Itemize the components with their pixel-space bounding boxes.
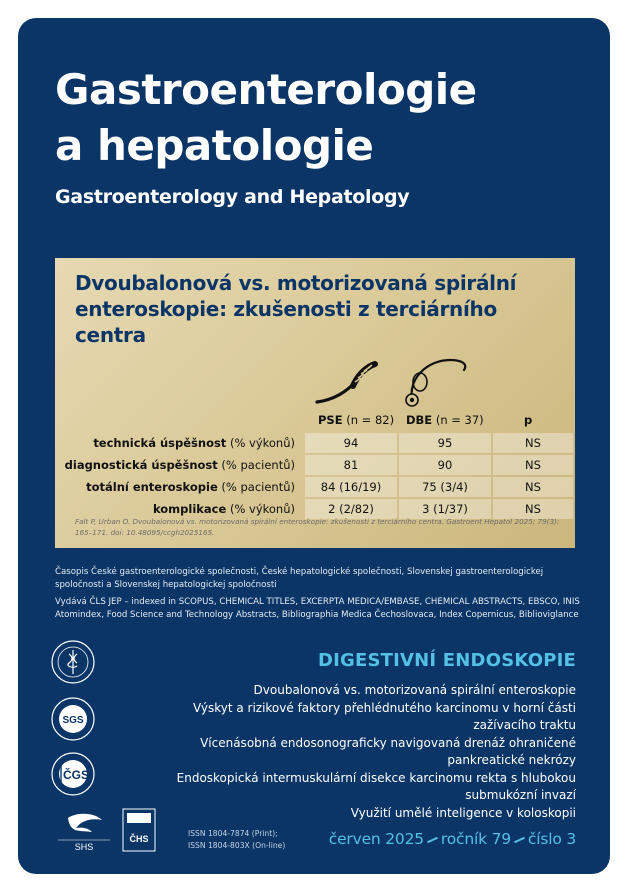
cell-pse: 2 (2/82) xyxy=(305,499,397,519)
row-label-rest: (% pacientů) xyxy=(217,480,295,494)
row-label-bold: technická úspěšnost xyxy=(93,436,227,450)
row-label-bold: totální enteroskopie xyxy=(86,480,218,494)
issue-volume: ročník 79 xyxy=(440,830,511,848)
table-row xyxy=(55,433,575,453)
row-label xyxy=(35,433,295,453)
svg-text:SGS: SGS xyxy=(62,715,84,726)
svg-text:ČHS: ČHS xyxy=(129,834,149,844)
col-header-dbe-bold: DBE xyxy=(406,413,433,427)
journal-title xyxy=(55,62,477,174)
issue-month: červen 2025 xyxy=(328,830,424,848)
col-header-dbe xyxy=(406,413,484,427)
toc-item[interactable]: Využití umělé inteligence v koloskopii xyxy=(350,805,576,820)
row-label-rest: (% pacientů) xyxy=(217,458,295,472)
row-label-rest: (% výkonů) xyxy=(226,436,295,450)
cgs-logo xyxy=(50,750,96,798)
double-balloon-enteroscope-icon xyxy=(398,354,478,410)
row-label-bold: diagnostická úspěšnost xyxy=(64,458,218,472)
feature-panel xyxy=(55,258,575,548)
cell-pse: 84 (16/19) xyxy=(305,477,397,497)
citation: Falt P, Urban O. Dvoubalonová vs. motorizovaná spirální enteroskopie: zkušenosti z terciárního centra. Gastroent Hepatol 2025; 79(3): 165–171. doi: 10.48095/ccgh2025165. xyxy=(75,517,560,537)
col-header-dbe-n: (n = 37) xyxy=(432,413,484,427)
section-title: DIGESTIVNÍ ENDOSKOPIE xyxy=(317,650,576,671)
cell-p: NS xyxy=(493,499,573,519)
row-label xyxy=(35,455,295,475)
cell-p: NS xyxy=(493,433,573,453)
table-of-contents xyxy=(156,682,576,822)
svg-text:ČGS: ČGS xyxy=(62,768,90,782)
journal-cover xyxy=(18,18,610,874)
issn-print: ISSN 1804-7874 (Print); xyxy=(188,829,278,838)
chs-logo xyxy=(122,808,156,852)
cell-dbe: 75 (3/4) xyxy=(399,477,491,497)
cell-pse: 94 xyxy=(305,433,397,453)
issn-block xyxy=(188,828,285,852)
issue-number: číslo 3 xyxy=(527,830,576,848)
row-label-bold: komplikace xyxy=(152,502,227,516)
cell-pse: 81 xyxy=(305,455,397,475)
col-header-pse xyxy=(318,413,394,427)
separator-slash xyxy=(514,836,525,842)
cell-dbe: 90 xyxy=(399,455,491,475)
sgs-logo xyxy=(50,696,96,742)
issue-info xyxy=(329,830,576,848)
col-header-pse-n: (n = 82) xyxy=(342,413,395,427)
col-header-p-bold: p xyxy=(524,413,533,427)
feature-title: Dvoubalonová vs. motorizovaná spirální enteroskopie: zkušenosti z terciárního centra xyxy=(75,271,517,347)
col-header-p xyxy=(524,413,532,427)
cls-jep-logo xyxy=(50,636,96,688)
journal-title-line1: Gastroenterologie xyxy=(55,65,477,114)
cell-p: NS xyxy=(493,477,573,497)
row-label-rest: (% výkonů) xyxy=(226,502,295,516)
cell-dbe: 3 (1/37) xyxy=(399,499,491,519)
toc-item[interactable]: Výskyt a rizikové faktory přehlédnutého karcinomu v horní části zažívacího traktu xyxy=(192,700,576,732)
toc-item[interactable]: Dvoubalonová vs. motorizovaná spirální enteroskopie xyxy=(253,683,576,697)
row-label xyxy=(35,477,295,497)
table-row xyxy=(55,455,575,475)
shs-logo xyxy=(54,808,114,854)
issn-online: ISSN 1804-803X (On-line) xyxy=(188,841,286,850)
svg-text:SHS: SHS xyxy=(74,842,94,852)
separator-slash xyxy=(427,836,438,842)
societies-text: Časopis České gastroenterologické společnosti, České hepatologické společnosti, Slovenskej gastroenterologickej spoločnosti a Slovenskej hepatologickej spoločnosti xyxy=(55,567,544,590)
spiral-enteroscope-icon xyxy=(313,358,383,408)
table-row xyxy=(55,477,575,497)
indexing-text: Vydává ČLS JEP – indexed in SCOPUS, CHEMICAL TITLES, EXCERPTA MEDICA/EMBASE, CHEMICAL ABSTRACTS, EBSCO, INIS Atomindex, Food Science and Technology Abstracts, Bibliographia Medica Čechoslovaca, Index Copernicus, Biblioviglance xyxy=(55,597,580,620)
cell-dbe: 95 xyxy=(399,433,491,453)
journal-title-line2: a hepatologie xyxy=(55,121,374,170)
col-header-pse-bold: PSE xyxy=(318,413,343,427)
toc-item[interactable]: Endoskopická intermuskulární disekce karcinomu rekta s hlubokou submukózní invazí xyxy=(176,770,576,802)
toc-item[interactable]: Vícenásobná endosonograficky navigovaná drenáž ohraničené pankreatické nekrózy xyxy=(200,735,576,767)
journal-subtitle: Gastroenterology and Hepatology xyxy=(55,186,410,208)
cell-p: NS xyxy=(493,455,573,475)
